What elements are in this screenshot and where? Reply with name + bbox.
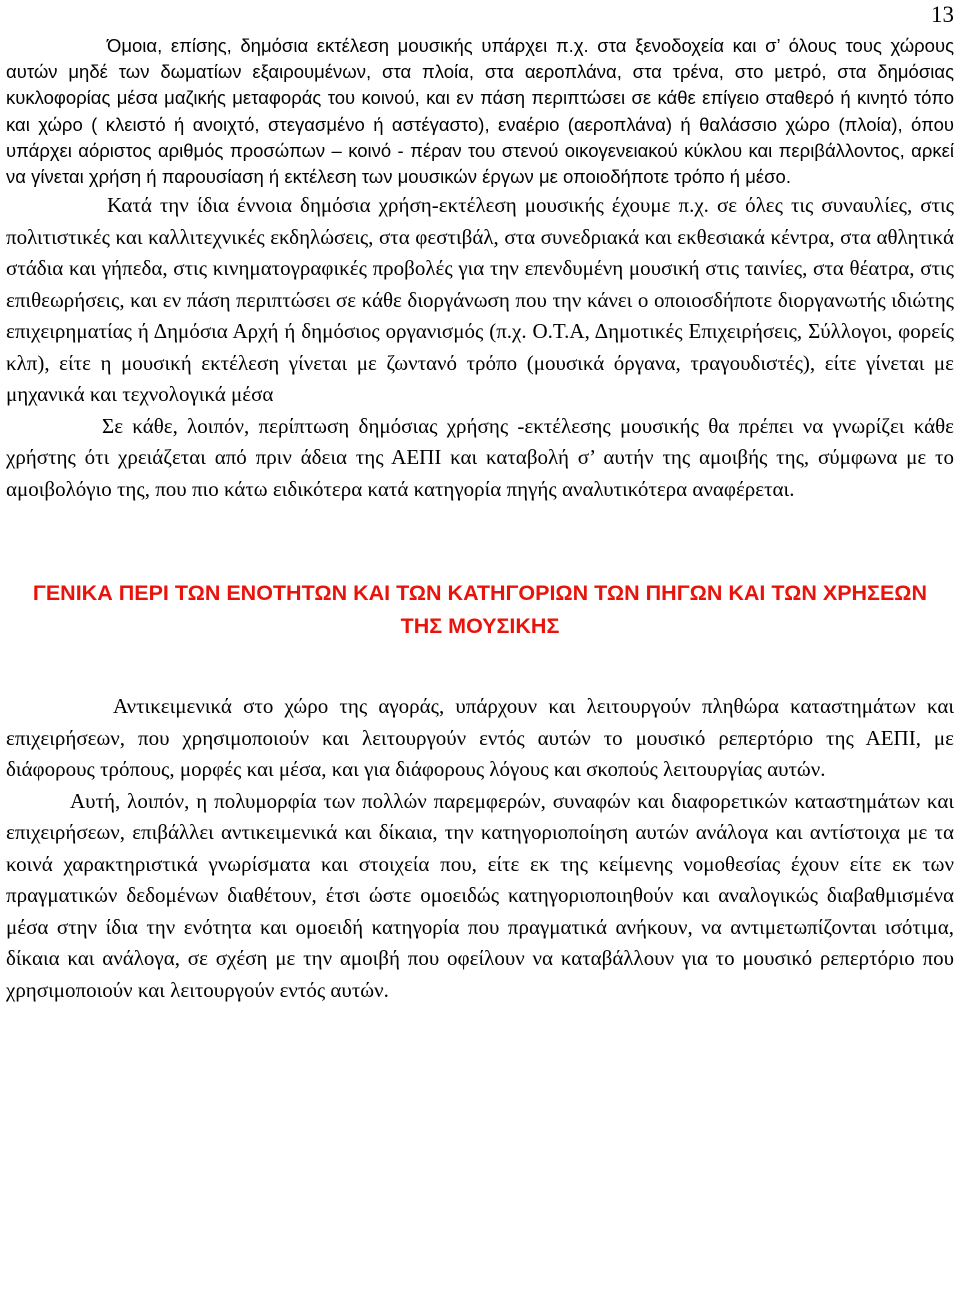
paragraph-categorisation: Αυτή, λοιπόν, η πολυμορφία των πολλών παρεμφερών, συναφών και διαφορετικών καταστημάτων και επιχειρήσεων, επιβάλλει αντικειμενικά και δίκαια, την κατηγοριοποίηση αυτών ανάλογα και αντίστοιχα με τα κοινά χαρακτηριστικά γνωρίσματα και στοιχεία που, είτε εκ της κείμενης νομοθεσίας έχουν είτε εκ των πραγματικών δεδομένων διαθέτουν, έτσι ώστε ομοειδώς κατηγοριοποιηθούν και αναλογικώς διαβαθμισμένα μέσα στην ίδια την ενότητα και ομοειδή κατηγορία που πραγματικά ανήκουν, να αντιμετωπίζονται ισότιμα, δίκαια και ανάλογα, σε σχέση με την αμοιβή που οφείλουν να καταβάλλουν για το μουσικό ρεπερτόριο που χρησιμοποιούν και λειτουργούν εντός αυτών. xyxy=(6,788,954,1002)
spacer xyxy=(6,505,954,577)
spacer xyxy=(6,643,954,691)
section-heading: ΓΕΝΙΚΑ ΠΕΡΙ ΤΩΝ ΕΝΟΤΗΤΩΝ ΚΑΙ ΤΩΝ ΚΑΤΗΓΟΡΙΩΝ ΤΩΝ ΠΗΓΩΝ ΚΑΙ ΤΩΝ ΧΡΗΣΕΩΝ ΤΗΣ ΜΟΥΣΙΚΗΣ xyxy=(32,581,928,639)
paragraph-public-performance-examples: Όμοια, επίσης, δημόσια εκτέλεση μουσικής υπάρχει π.χ. στα ξενοδοχεία και σ’ όλους τους χώρους αυτών μηδέ των δωματίων εξαιρουμένων, στα πλοία, στα αεροπλάνα, στα τρένα, στο μετρό, στα δημόσιας κυκλοφορίας μέσα μαζικής μεταφοράς του κοινού, και εν πάση περιπτώσει σε κάθε επίγειο σταθερό ή κινητό τόπο και χώρο ( κλειστό ή ανοιχτό, στεγασμένο ή αστέγαστο), εναέριο (αεροπλάνα) ή θαλάσσιο χώρο (πλοία), όπου υπάρχει αόριστος αριθμός προσώπων – κοινό - πέραν του στενού οικογενειακού κύκλου και περιβάλλοντος, αρκεί να γίνεται χρήση ή παρουσίαση ή εκτέλεση των μουσικών έργων με οποιοδήποτε τρόπο ή μέσο. xyxy=(6,35,954,188)
document-body xyxy=(6,33,954,1006)
paragraph-market-stores: Αντικειμενικά στο χώρο της αγοράς, υπάρχουν και λειτουργούν πληθώρα καταστημάτων και επιχειρήσεων, που χρησιμοποιούν και λειτουργούν εντός αυτών το μουσικό ρεπερτόριο της ΑΕΠΙ, με διάφορους τρόπους, μορφές και μέσα, και για διάφορους λόγους και σκοπούς λειτουργίας αυτών. xyxy=(6,694,954,782)
paragraph-licence-requirement: Σε κάθε, λοιπόν, περίπτωση δημόσιας χρήσης -εκτέλεσης μουσικής θα πρέπει να γνωρίζει κάθε χρήστης ότι χρειάζεται από πριν άδεια της ΑΕΠΙ και καταβολή σ’ αυτήν της αμοιβής της, σύμφωνα με το αμοιβολόγιο της, που πιο κάτω ειδικότερα κατά κατηγορία πηγής αναλυτικότερα αναφέρεται. xyxy=(6,413,954,501)
page-number: 13 xyxy=(931,2,954,27)
paragraph-events-usage: Κατά την ίδια έννοια δημόσια χρήση-εκτέλεση μουσικής έχουμε π.χ. σε όλες τις συναυλίες, στις πολιτιστικές και καλλιτεχνικές εκδηλώσεις, στα φεστιβάλ, στα συνεδριακά και εκθεσιακά κέντρα, στα αθλητικά στάδια και γήπεδα, στις κινηματογραφικές προβολές για την επενδυμένη μουσική στις ταινίες, στα θέατρα, στις επιθεωρήσεις, και εν πάση περιπτώσει σε κάθε διοργάνωση που την κάνει ο οποιοσδήποτε διοργανωτής ιδιώτης επιχειρηματίας ή Δημόσια Αρχή ή δημόσιος οργανισμός (π.χ. Ο.Τ.Α, Δημοτικές Επιχειρήσεις, Σύλλογοι, φορείς κλπ), είτε η μουσική εκτέλεση γίνεται με ζωντανό τρόπο (μουσικά όργανα, τραγουδιστές), είτε γίνεται με μηχανικά και τεχνολογικά μέσα xyxy=(6,193,954,407)
